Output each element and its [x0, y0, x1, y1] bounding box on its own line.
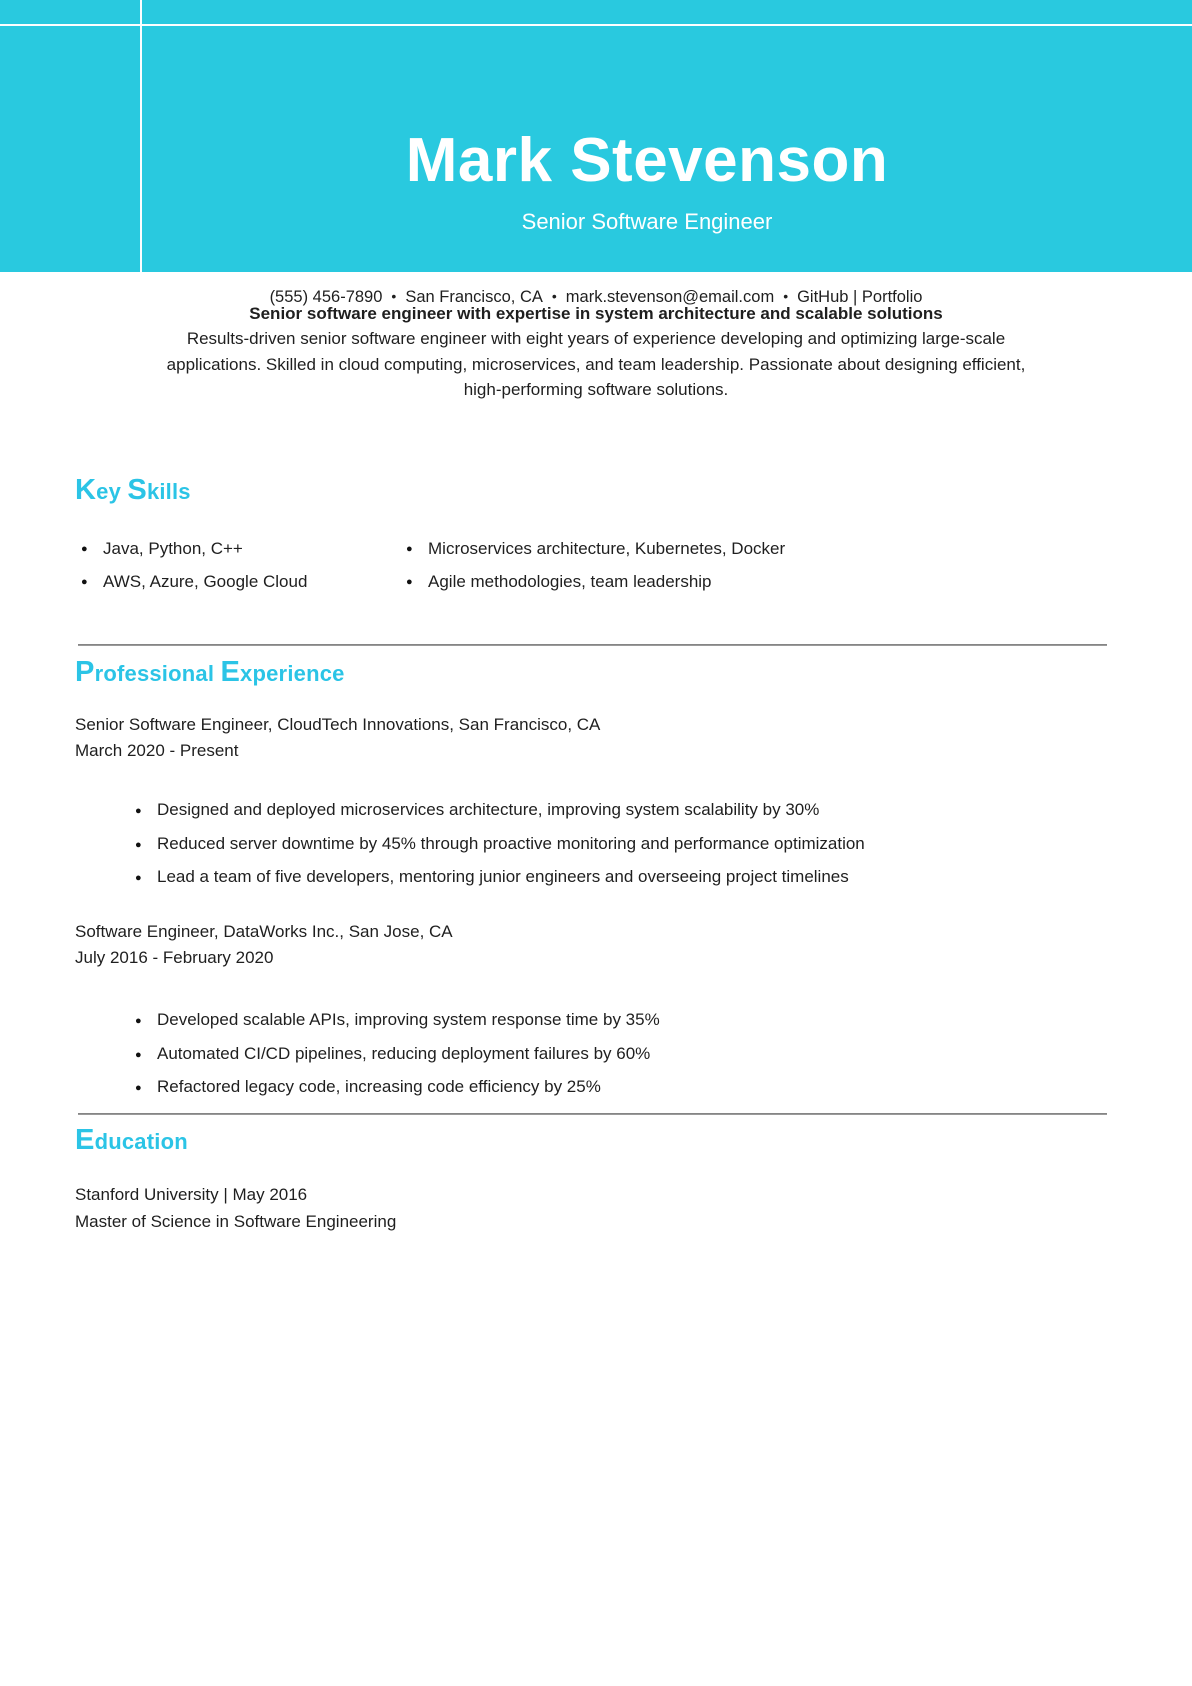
job-bullet: ● Refactored legacy code, increasing code efficiency by 25% [132, 1077, 1107, 1097]
contact-location: San Francisco, CA [405, 288, 543, 306]
job-header [75, 712, 1107, 764]
job-title: Senior Software Engineer, CloudTech Innovations, San Francisco, CA [75, 715, 601, 734]
job-bullet: ● Reduced server downtime by 45% through proactive monitoring and performance optimization [132, 834, 1107, 854]
skill-item: ● Agile methodologies, team leadership [400, 571, 1107, 592]
skill-item: ● Microservices architecture, Kubernetes, Docker [400, 538, 1107, 559]
job-title: Software Engineer, DataWorks Inc., San Jose, CA [75, 922, 453, 941]
job-bullet: ● Designed and deployed microservices architecture, improving system scalability by 30% [132, 800, 1107, 820]
education-heading: Education [75, 1124, 188, 1156]
professional-summary [151, 301, 1041, 402]
skill-item: ● Java, Python, C++ [75, 538, 400, 559]
skill-item: ● AWS, Azure, Google Cloud [75, 571, 400, 592]
bullet-separator-icon: • [551, 288, 557, 304]
job-dates: March 2020 - Present [75, 741, 239, 760]
job-bullet: ● Automated CI/CD pipelines, reducing deployment failures by 60% [132, 1044, 1107, 1064]
banner-horizontal-line [0, 24, 1192, 26]
job-bullet-list [132, 1010, 1107, 1111]
job-bullet-list [132, 800, 1107, 901]
job-dates: July 2016 - February 2020 [75, 948, 274, 967]
candidate-name: Mark Stevenson [405, 126, 889, 195]
skills-list [75, 538, 1107, 592]
bullet-separator-icon: • [783, 288, 789, 304]
header-banner [0, 0, 1192, 272]
contact-phone: (555) 456-7890 [269, 288, 383, 306]
contact-links: GitHub | Portfolio [797, 288, 923, 306]
section-divider [78, 644, 1107, 646]
job-bullet: ● Lead a team of five developers, mentoring junior engineers and overseeing project timelines [132, 867, 1107, 887]
education-details [75, 1182, 1107, 1235]
experience-heading: Professional Experience [75, 656, 345, 688]
education-school: Stanford University | May 2016 [75, 1185, 308, 1204]
summary-text: Results-driven senior software engineer with eight years of experience developing and optimizing large-scale applications. Skilled in cloud computing, microservices, and team leadership. Passionate about designing efficient, high-performing software solutions. [166, 329, 1026, 399]
job-header [75, 919, 1107, 971]
candidate-job-title: Senior Software Engineer [521, 209, 773, 234]
key-skills-heading: Key Skills [75, 474, 191, 506]
summary-headline: Senior software engineer with expertise in system architecture and scalable solutions [249, 304, 943, 323]
contact-email: mark.stevenson@email.com [565, 288, 775, 306]
bullet-separator-icon: • [391, 288, 397, 304]
job-bullet: ● Developed scalable APIs, improving system response time by 35% [132, 1010, 1107, 1030]
section-divider [78, 1113, 1107, 1115]
education-degree: Master of Science in Software Engineering [75, 1211, 397, 1231]
